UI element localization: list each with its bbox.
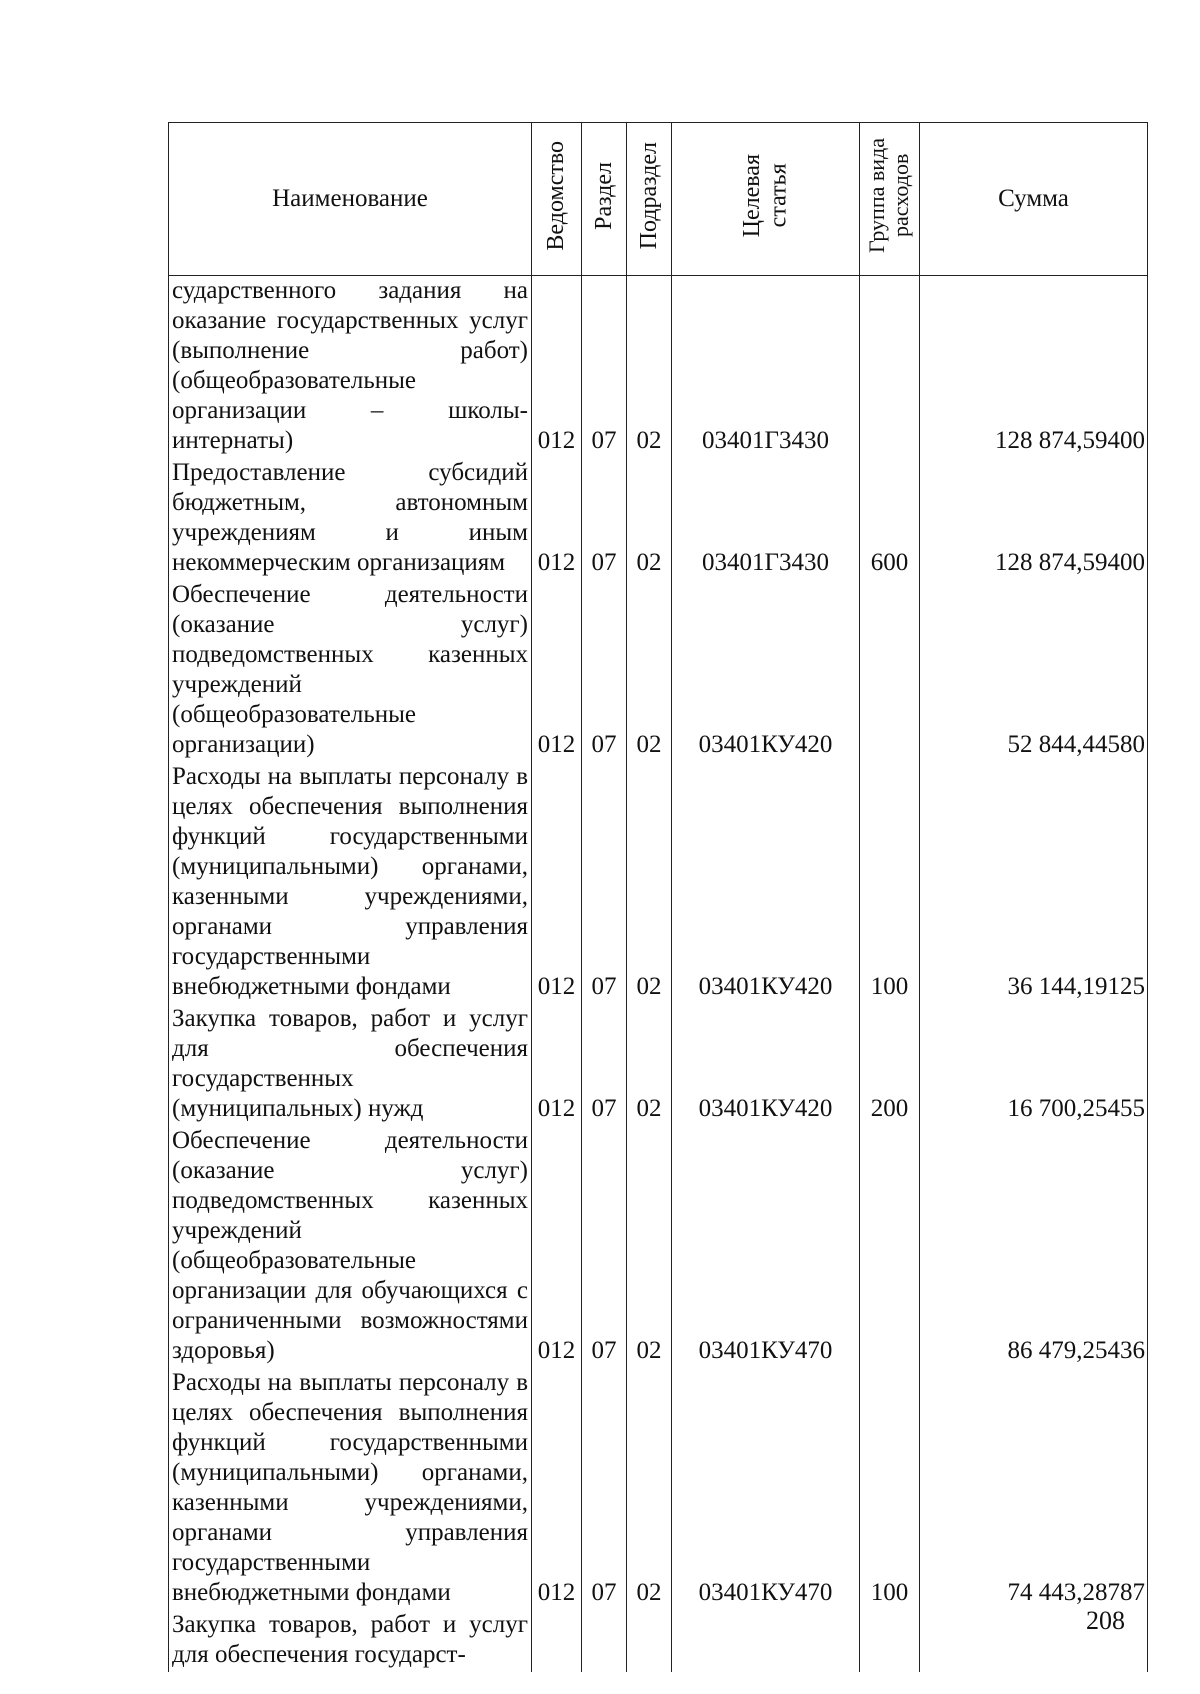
table-row bbox=[169, 1126, 1148, 1368]
row-amount: 16 700,25455 bbox=[920, 1004, 1148, 1126]
row-subsection bbox=[627, 1610, 672, 1672]
row-name: Закупка товаров, работ и услуг для обеспечения государственных (муниципальных) нужд bbox=[169, 1004, 532, 1126]
row-department: 012 bbox=[532, 1368, 582, 1610]
row-department: 012 bbox=[532, 458, 582, 580]
table-row bbox=[169, 762, 1148, 1004]
row-target-article: 03401КУ420 bbox=[672, 580, 860, 762]
row-department: 012 bbox=[532, 1126, 582, 1368]
row-section: 07 bbox=[582, 580, 627, 762]
row-section: 07 bbox=[582, 1004, 627, 1126]
row-subsection: 02 bbox=[627, 762, 672, 1004]
row-expense-group bbox=[860, 580, 920, 762]
header-row bbox=[169, 123, 1148, 276]
row-expense-group bbox=[860, 1610, 920, 1672]
row-target-article: 03401КУ470 bbox=[672, 1126, 860, 1368]
row-target-article: 03401КУ420 bbox=[672, 1004, 860, 1126]
table-row bbox=[169, 1610, 1148, 1672]
row-target-article: 03401КУ470 bbox=[672, 1368, 860, 1610]
row-target-article bbox=[672, 1610, 860, 1672]
row-target-article: 03401КУ420 bbox=[672, 762, 860, 1004]
header-name: Наименование bbox=[169, 123, 532, 276]
row-section: 07 bbox=[582, 1368, 627, 1610]
row-name: Закупка товаров, работ и услуг для обеспечения государст- bbox=[169, 1610, 532, 1672]
row-amount: 36 144,19125 bbox=[920, 762, 1148, 1004]
row-amount: 128 874,59400 bbox=[920, 276, 1148, 459]
row-target-article: 03401Г3430 bbox=[672, 276, 860, 459]
row-subsection: 02 bbox=[627, 1368, 672, 1610]
row-amount: 86 479,25436 bbox=[920, 1126, 1148, 1368]
row-amount: 128 874,59400 bbox=[920, 458, 1148, 580]
header-target-article: Целевая статья bbox=[672, 123, 860, 276]
row-target-article: 03401Г3430 bbox=[672, 458, 860, 580]
row-expense-group bbox=[860, 276, 920, 459]
row-section: 07 bbox=[582, 1126, 627, 1368]
table-row bbox=[169, 580, 1148, 762]
row-expense-group: 100 bbox=[860, 762, 920, 1004]
row-amount: 74 443,28787 bbox=[920, 1368, 1148, 1610]
header-amount: Сумма bbox=[920, 123, 1148, 276]
row-section: 07 bbox=[582, 458, 627, 580]
row-expense-group: 200 bbox=[860, 1004, 920, 1126]
table-row bbox=[169, 1004, 1148, 1126]
table-row bbox=[169, 458, 1148, 580]
table-body bbox=[169, 276, 1148, 1673]
row-expense-group bbox=[860, 1126, 920, 1368]
row-name: Обеспечение деятельности (оказание услуг) подведомственных казенных учреждений (общеобразовательные организации) bbox=[169, 580, 532, 762]
table-header bbox=[169, 123, 1148, 276]
table-row bbox=[169, 1368, 1148, 1610]
page-number: 208 bbox=[1086, 1606, 1125, 1635]
row-department: 012 bbox=[532, 580, 582, 762]
row-subsection: 02 bbox=[627, 276, 672, 459]
row-subsection: 02 bbox=[627, 458, 672, 580]
row-subsection: 02 bbox=[627, 1004, 672, 1126]
row-section: 07 bbox=[582, 762, 627, 1004]
row-name: Обеспечение деятельности (оказание услуг) подведомственных казенных учреждений (общеобразовательные организации для обучающихся с ограниченными возможностями здоровья) bbox=[169, 1126, 532, 1368]
row-department: 012 bbox=[532, 762, 582, 1004]
row-amount: 52 844,44580 bbox=[920, 580, 1148, 762]
header-department: Ведомство bbox=[532, 123, 582, 276]
header-expense-group: Группа вида расходов bbox=[860, 123, 920, 276]
row-department: 012 bbox=[532, 276, 582, 459]
row-subsection: 02 bbox=[627, 580, 672, 762]
row-name: Предоставление субсидий бюджетным, автономным учреждениям и иным некоммерческим организациям bbox=[169, 458, 532, 580]
row-section bbox=[582, 1610, 627, 1672]
header-section: Раздел bbox=[582, 123, 627, 276]
budget-table bbox=[168, 122, 1148, 1672]
row-subsection: 02 bbox=[627, 1126, 672, 1368]
table-row bbox=[169, 276, 1148, 459]
row-name: Расходы на выплаты персоналу в целях обеспечения выполнения функций государственными (муниципальными) органами, казенными учреждениями, органами управления государственными внебюджетными фондами bbox=[169, 1368, 532, 1610]
row-section: 07 bbox=[582, 276, 627, 459]
row-department bbox=[532, 1610, 582, 1672]
row-name: Расходы на выплаты персоналу в целях обеспечения выполнения функций государственными (муниципальными) органами, казенными учреждениями, органами управления государственными внебюджетными фондами bbox=[169, 762, 532, 1004]
row-department: 012 bbox=[532, 1004, 582, 1126]
row-expense-group: 100 bbox=[860, 1368, 920, 1610]
row-expense-group: 600 bbox=[860, 458, 920, 580]
header-subsection: Подраздел bbox=[627, 123, 672, 276]
row-name: сударственного задания на оказание государственных услуг (выполнение работ) (общеобразовательные организации – школы-интернаты) bbox=[169, 276, 532, 459]
